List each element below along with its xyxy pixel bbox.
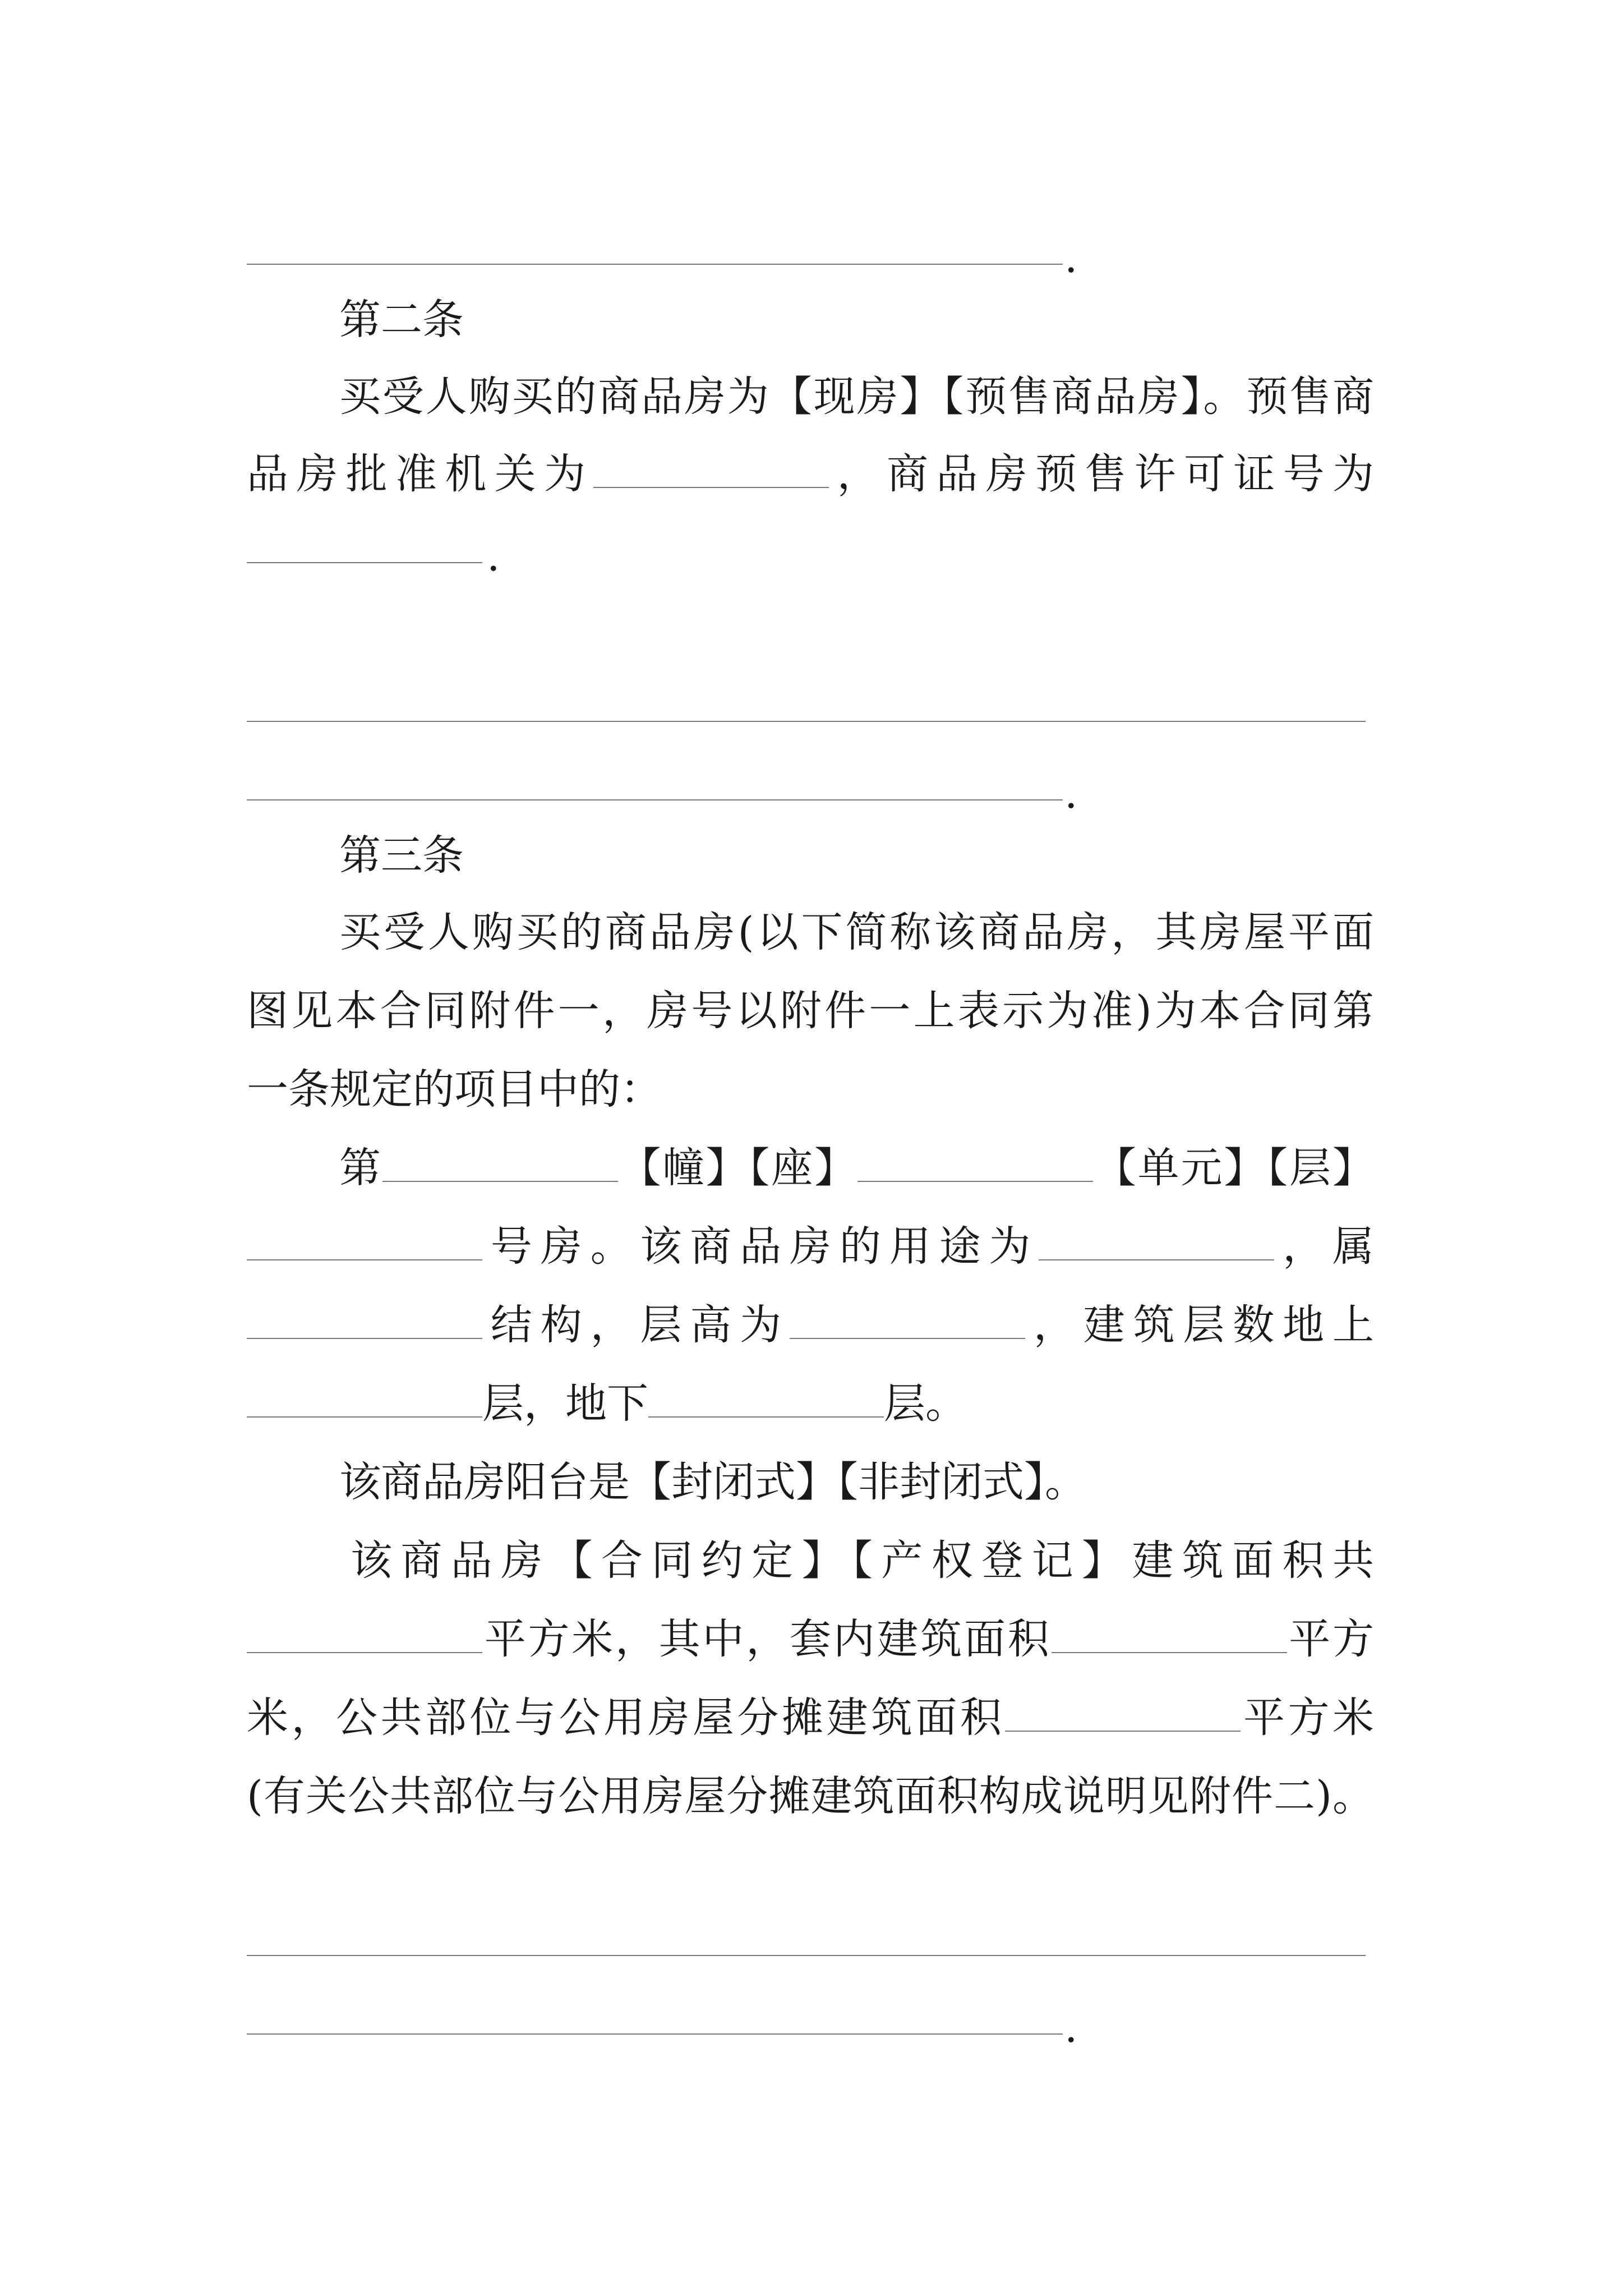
fill-in-rule[interactable] xyxy=(247,562,482,563)
blank-field[interactable] xyxy=(247,1382,482,1418)
blank-field[interactable] xyxy=(247,1617,482,1653)
text-segment: 结构，层高为 xyxy=(482,1301,790,1349)
period-mark: . xyxy=(1064,2004,1078,2052)
text-segment: 层。 xyxy=(884,1379,967,1428)
text-segment: 平方米 xyxy=(1240,1694,1374,1742)
article-3-line-11 xyxy=(247,1690,1374,1746)
fill-in-rule xyxy=(247,721,1366,722)
blank-field[interactable] xyxy=(1039,1225,1274,1260)
article-3-line-5 xyxy=(247,1218,1374,1274)
text-segment: 米，公共部位与公用房屋分摊建筑面积 xyxy=(247,1694,1005,1742)
blank-field[interactable] xyxy=(247,1303,482,1339)
text-segment: 【单元】【层】 xyxy=(1092,1144,1375,1192)
period-mark: . xyxy=(1064,234,1078,282)
fill-in-rule xyxy=(247,1955,1366,1956)
period-mark: . xyxy=(1064,770,1078,818)
article-3-line-2: 图见本合同附件一，房号以附件一上表示为准)为本合同第 xyxy=(247,987,1374,1035)
article-3-line-10 xyxy=(247,1611,1374,1667)
blank-field[interactable] xyxy=(790,1303,1025,1339)
blank-field[interactable] xyxy=(1005,1696,1241,1732)
blank-field[interactable] xyxy=(1052,1617,1287,1653)
blank-field[interactable] xyxy=(382,1146,618,1182)
blank-field[interactable] xyxy=(247,1225,482,1260)
article-2-heading: 第二条 xyxy=(339,296,464,344)
article-3-heading: 第三条 xyxy=(339,831,464,880)
article-3-line-3: 一条规定的项目中的： xyxy=(247,1065,662,1114)
text-segment: 平方米，其中，套内建筑面积 xyxy=(482,1615,1052,1663)
fill-in-rule xyxy=(247,2033,1063,2035)
article-2-line-2 xyxy=(247,446,1374,502)
text-segment: 层，地下 xyxy=(482,1379,648,1428)
text-segment: 平方 xyxy=(1287,1615,1374,1663)
article-2-line-1: 买受人购买的商品房为【现房】【预售商品房】。预售商 xyxy=(339,372,1374,421)
article-3-line-8: 该商品房阳台是【封闭式】【非封闭式】。 xyxy=(339,1458,1086,1506)
text-segment: ，属 xyxy=(1274,1222,1375,1271)
article-3-line-12: (有关公共部位与公用房屋分摊建筑面积构成说明见附件二)。 xyxy=(247,1772,1374,1820)
period-mark: . xyxy=(487,532,500,581)
text-segment: ，商品房预售许可证号为 xyxy=(829,450,1375,498)
fill-in-rule xyxy=(247,799,1063,800)
text-segment: 第 xyxy=(339,1144,382,1192)
article-3-line-6 xyxy=(247,1297,1374,1353)
text-segment: 【幢】【座】 xyxy=(617,1144,857,1192)
blank-field[interactable] xyxy=(648,1382,884,1418)
article-3-line-4 xyxy=(339,1140,1374,1196)
article-3-line-9: 该商品房【合同约定】【产权登记】建筑面积共 xyxy=(351,1536,1374,1585)
text-segment: 号房。该商品房的用途为 xyxy=(482,1222,1039,1271)
text-segment: ，建筑层数地上 xyxy=(1025,1301,1374,1349)
text-segment: 品房批准机关为 xyxy=(247,450,594,498)
article-3-line-7 xyxy=(247,1375,1374,1432)
blank-field[interactable] xyxy=(857,1146,1093,1182)
fill-in-rule xyxy=(247,264,1063,265)
article-3-line-1: 买受人购买的商品房(以下简称该商品房，其房屋平面 xyxy=(339,908,1374,956)
blank-field[interactable] xyxy=(593,452,829,488)
